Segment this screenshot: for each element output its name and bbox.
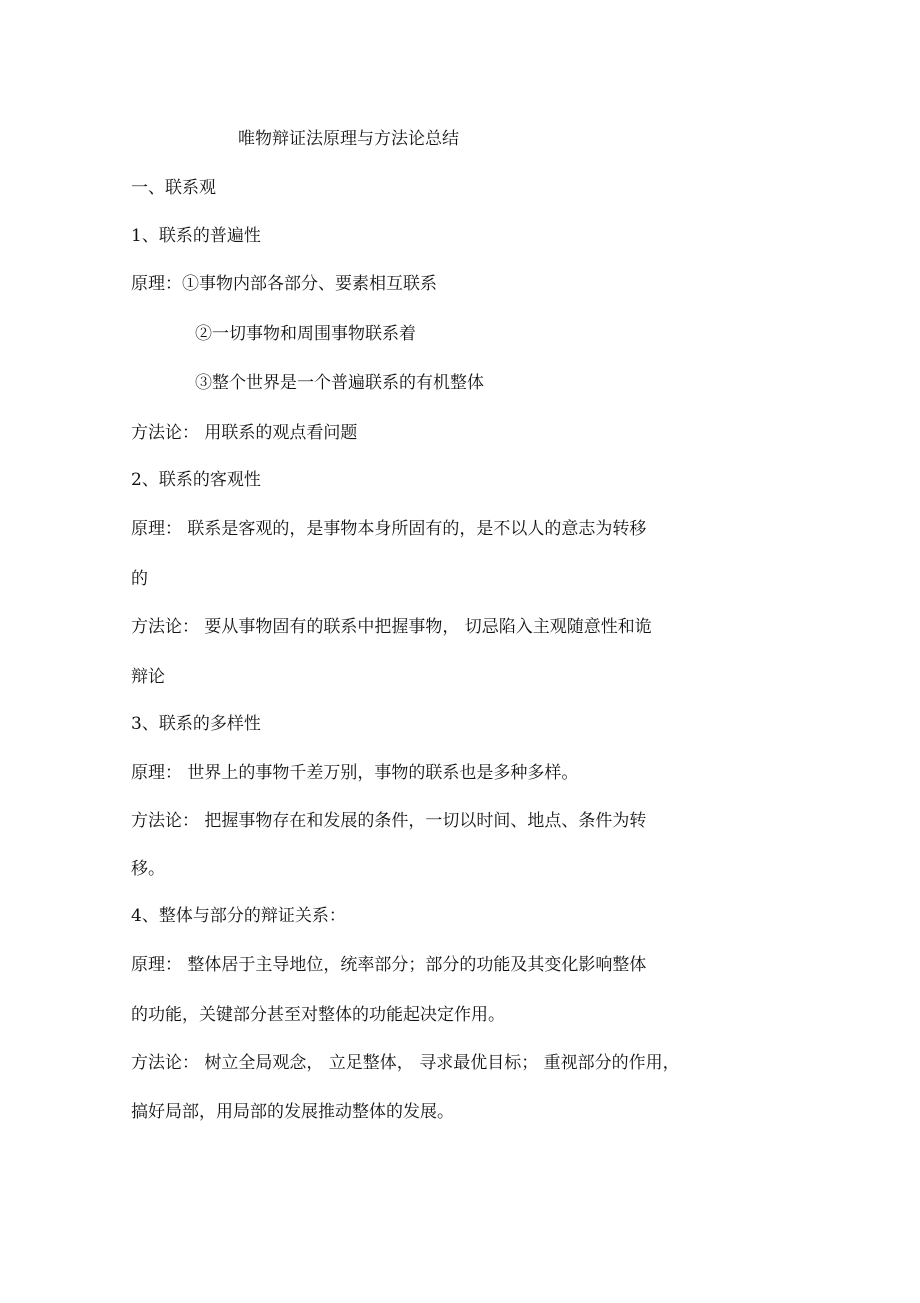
principle-line: 原理：①事物内部各部分、要素相互联系 (131, 274, 437, 294)
method-line: 方法论： 用联系的观点看问题 (131, 423, 358, 443)
principle-line: 原理： 整体居于主导地位，统率部分；部分的功能及其变化影响整体 (131, 955, 647, 975)
method-line: 方法论： 要从事物固有的联系中把握事物， 切忌陷入主观随意性和诡 (131, 617, 652, 637)
method-line: 方法论： 把握事物存在和发展的条件，一切以时间、地点、条件为转 (131, 811, 647, 831)
method-line: 搞好局部，用局部的发展推动整体的发展。 (131, 1102, 454, 1122)
subsection-heading: 2、联系的客观性 (131, 470, 261, 490)
principle-line: 的 (131, 569, 148, 589)
subsection-heading: 1、联系的普遍性 (131, 226, 261, 246)
section-heading: 一、联系观 (131, 178, 216, 198)
subsection-heading: 4、整体与部分的辩证关系： (131, 906, 346, 926)
principle-line: ③整个世界是一个普遍联系的有机整体 (195, 373, 484, 393)
principle-line: ②一切事物和周围事物联系着 (195, 324, 416, 344)
method-line: 辩论 (131, 667, 165, 687)
principle-line: 原理： 世界上的事物千差万别，事物的联系也是多种多样。 (131, 763, 579, 783)
principle-line: 原理： 联系是客观的，是事物本身所固有的，是不以人的意志为转移 (131, 519, 647, 539)
principle-line: 的功能，关键部分甚至对整体的功能起决定作用。 (131, 1005, 505, 1025)
method-line: 移。 (131, 859, 165, 879)
subsection-heading: 3、联系的多样性 (131, 714, 261, 734)
document-title: 唯物辩证法原理与方法论总结 (238, 129, 459, 149)
method-line: 方法论： 树立全局观念， 立足整体， 寻求最优目标； 重视部分的作用， (131, 1053, 680, 1073)
